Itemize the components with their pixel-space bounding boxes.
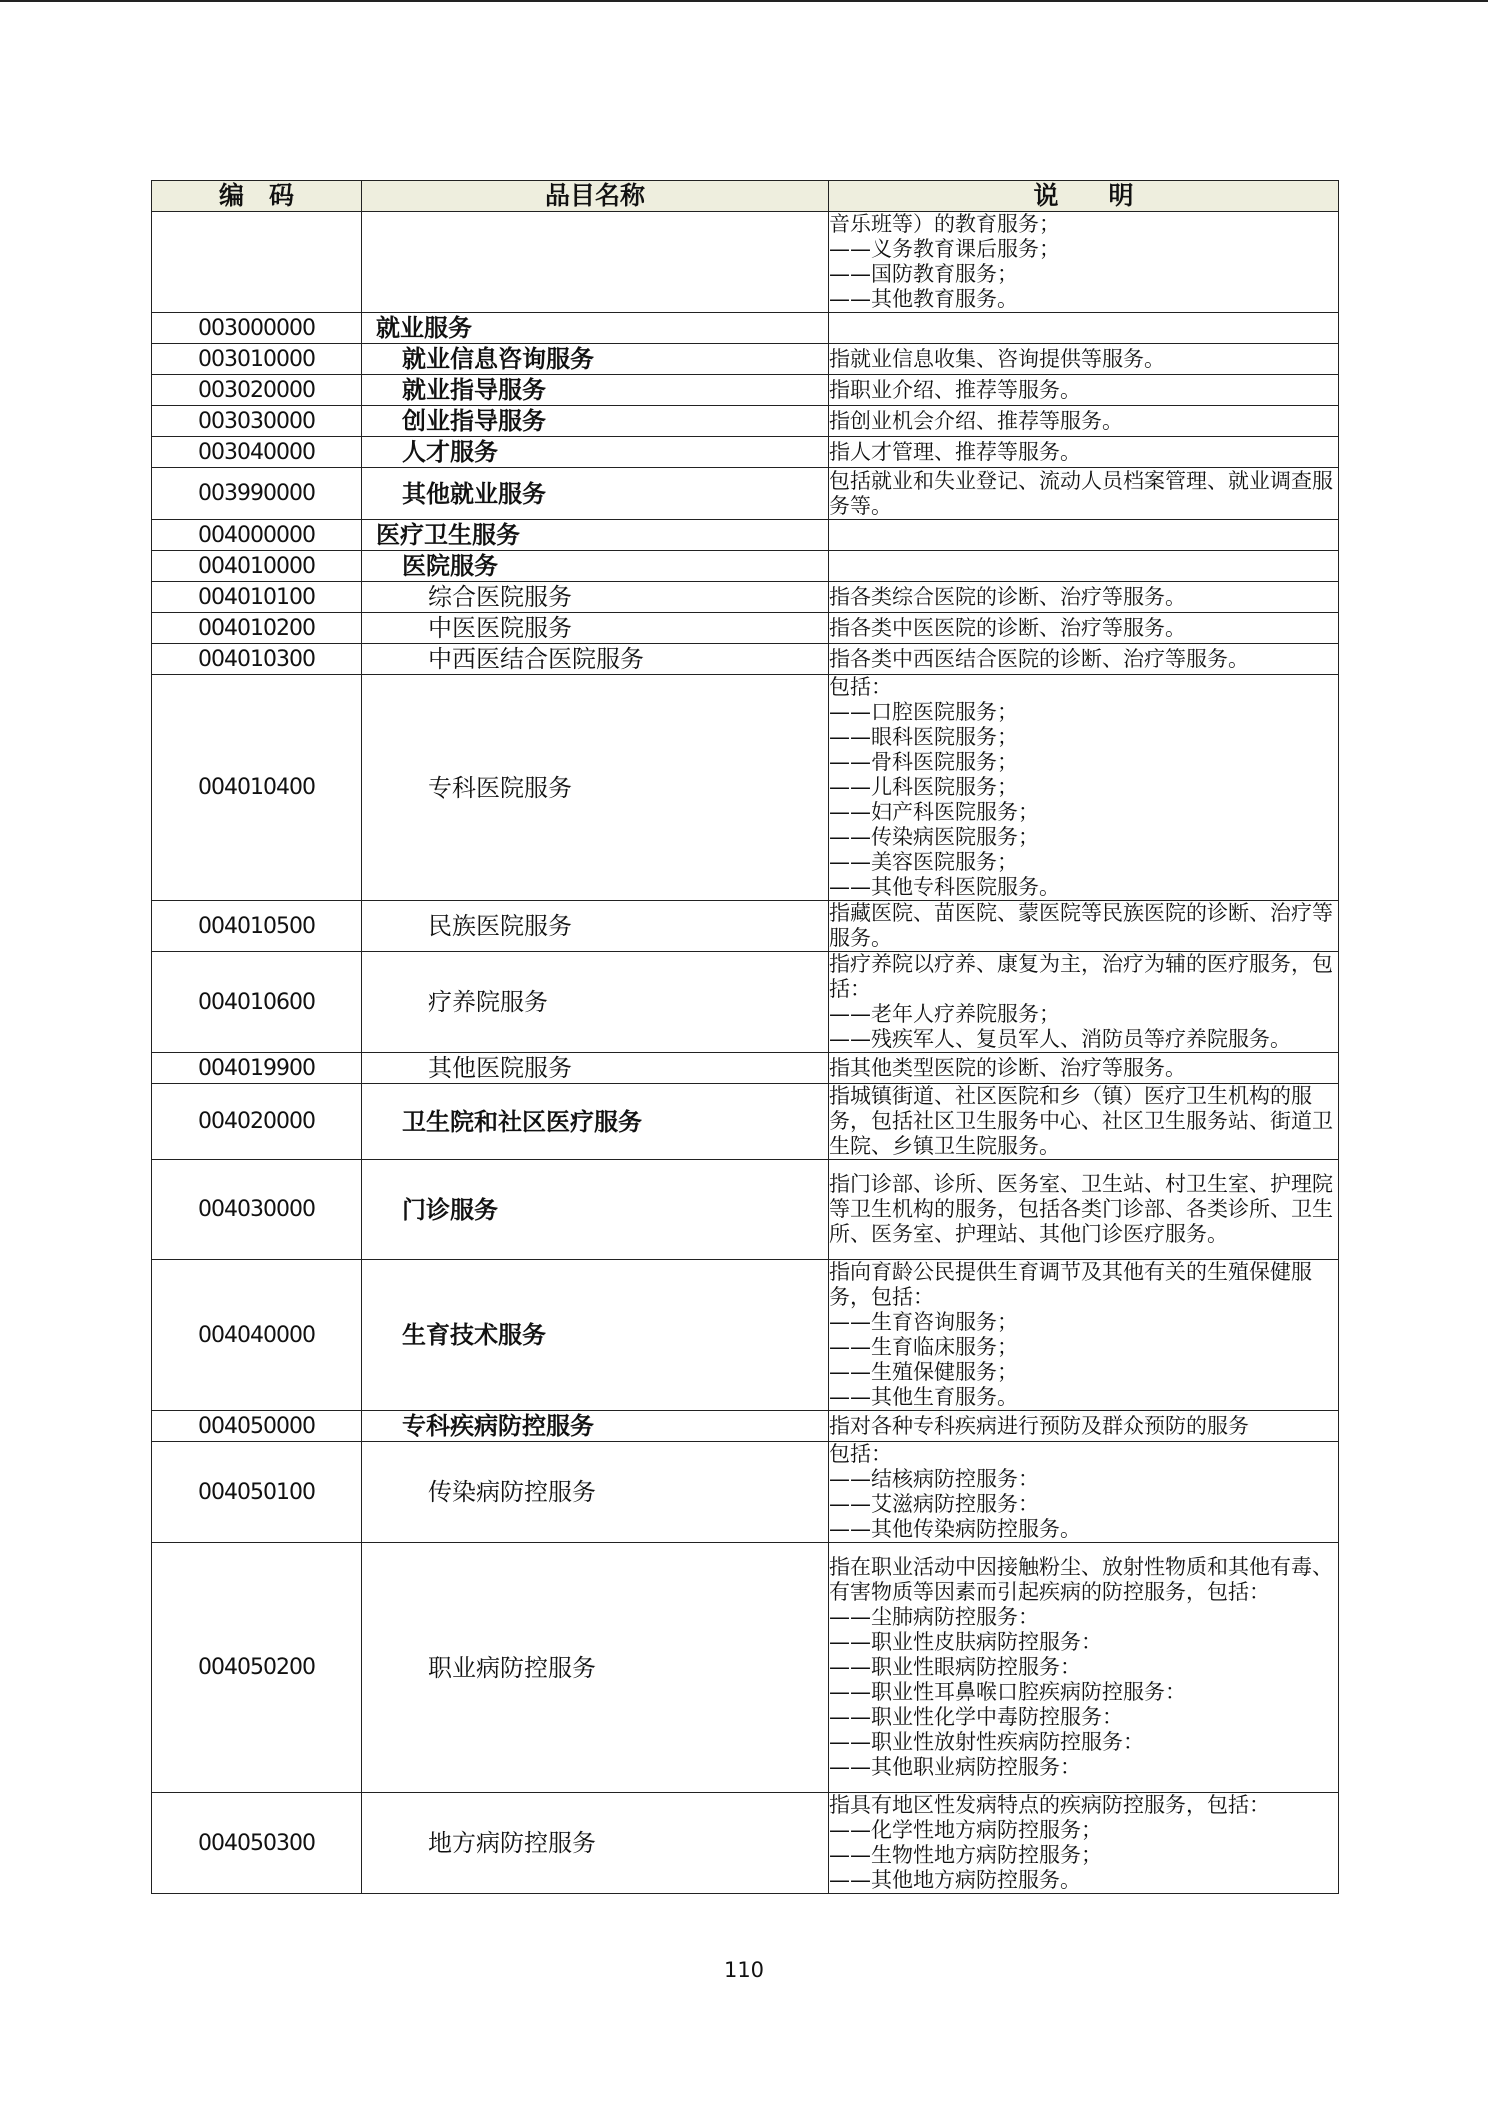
description-line: ——其他专科医院服务。 [829,875,1060,899]
catalog-table [151,180,1339,1894]
row-description [829,551,1339,582]
table-row [152,675,1339,901]
description-line: 指疗养院以疗养、康复为主，治疗为辅的医疗服务，包括： [829,952,1333,1001]
row-description [829,1260,1339,1411]
page-number: 110 [723,1958,765,1982]
table-row [152,1411,1339,1442]
row-description [829,375,1339,406]
row-code: 004020000 [152,1084,362,1160]
description-line: ——职业性眼病防控服务： [829,1655,1081,1679]
description-line: 指对各种专科疾病进行预防及群众预防的服务 [829,1413,1249,1438]
row-description [829,952,1339,1053]
description-line: 指就业信息收集、咨询提供等服务。 [829,346,1165,371]
table-row [152,437,1339,468]
description-line: ——国防教育服务； [829,262,1018,286]
description-line: 包括就业和失业登记、流动人员档案管理、就业调查服务等。 [829,468,1333,518]
row-item-name: 地方病防控服务 [362,1793,829,1894]
row-description [829,1053,1339,1084]
row-description [829,901,1339,952]
row-item-name: 疗养院服务 [362,952,829,1053]
table-row [152,952,1339,1053]
description-line: ——职业性化学中毒防控服务： [829,1705,1123,1729]
row-description [829,313,1339,344]
table-row [152,644,1339,675]
row-code: 003020000 [152,375,362,406]
description-line: ——义务教育课后服务； [829,237,1060,261]
row-item-name: 传染病防控服务 [362,1442,829,1543]
description-line: ——职业性耳鼻喉口腔疾病防控服务： [829,1680,1186,1704]
row-code: 004010000 [152,551,362,582]
description-line: ——生育临床服务； [829,1335,1018,1359]
row-code: 003030000 [152,406,362,437]
description-line: ——生育咨询服务； [829,1310,1018,1334]
table-header-row [152,181,1339,212]
row-item-name: 其他就业服务 [362,468,829,520]
row-item-name: 职业病防控服务 [362,1543,829,1793]
row-description [829,1411,1339,1442]
row-code [152,212,362,313]
description-line: 指各类中医医院的诊断、治疗等服务。 [829,615,1186,640]
row-description [829,437,1339,468]
row-item-name [362,212,829,313]
row-code: 004010500 [152,901,362,952]
row-description [829,468,1339,520]
row-description [829,582,1339,613]
table-row [152,1260,1339,1411]
description-line: ——其他地方病防控服务。 [829,1868,1081,1892]
row-item-name: 其他医院服务 [362,1053,829,1084]
description-line: 指城镇街道、社区医院和乡（镇）医疗卫生机构的服务，包括社区卫生服务中心、社区卫生服务站、街道卫生院、乡镇卫生院服务。 [829,1084,1333,1158]
description-line: ——艾滋病防控服务： [829,1492,1039,1516]
description-line: ——其他职业病防控服务： [829,1755,1081,1779]
row-item-name: 人才服务 [362,437,829,468]
description-line: 指各类中西医结合医院的诊断、治疗等服务。 [829,646,1249,671]
row-description [829,520,1339,551]
description-line: 指职业介绍、推荐等服务。 [829,377,1081,402]
row-item-name: 就业服务 [362,313,829,344]
row-code: 004050300 [152,1793,362,1894]
header-code: 编 码 [152,181,362,212]
row-description [829,344,1339,375]
description-line: ——骨科医院服务； [829,750,1018,774]
description-line: 指向育龄公民提供生育调节及其他有关的生殖保健服务，包括： [829,1260,1312,1309]
row-description [829,406,1339,437]
table-row [152,582,1339,613]
description-line: ——尘肺病防控服务： [829,1605,1039,1629]
row-code: 003010000 [152,344,362,375]
description-line: ——口腔医院服务； [829,700,1018,724]
row-item-name: 综合医院服务 [362,582,829,613]
row-description [829,1543,1339,1793]
table-row [152,613,1339,644]
description-line: ——生殖保健服务； [829,1360,1018,1384]
row-code: 004040000 [152,1260,362,1411]
description-line: ——结核病防控服务： [829,1467,1039,1491]
row-description [829,675,1339,901]
row-code: 003040000 [152,437,362,468]
row-code: 004050000 [152,1411,362,1442]
row-code: 004010400 [152,675,362,901]
description-line: ——生物性地方病防控服务； [829,1843,1102,1867]
description-line: ——职业性放射性疾病防控服务： [829,1730,1144,1754]
row-description [829,1793,1339,1894]
row-item-name: 就业信息咨询服务 [362,344,829,375]
description-line: 指在职业活动中因接触粉尘、放射性物质和其他有毒、有害物质等因素而引起疾病的防控服务，包括： [829,1555,1333,1604]
description-line: ——眼科医院服务； [829,725,1018,749]
table-row [152,212,1339,313]
row-code: 004010600 [152,952,362,1053]
table-row [152,344,1339,375]
description-line: 指门诊部、诊所、医务室、卫生站、村卫生室、护理院等卫生机构的服务，包括各类门诊部、各类诊所、卫生所、医务室、护理站、其他门诊医疗服务。 [829,1172,1333,1246]
row-item-name: 创业指导服务 [362,406,829,437]
table-row [152,901,1339,952]
description-line: ——传染病医院服务； [829,825,1039,849]
table-row [152,1442,1339,1543]
row-item-name: 卫生院和社区医疗服务 [362,1084,829,1160]
description-line: ——残疾军人、复员军人、消防员等疗养院服务。 [829,1027,1291,1051]
row-code: 003000000 [152,313,362,344]
description-line: ——职业性皮肤病防控服务： [829,1630,1102,1654]
top-border-line [0,0,1488,2]
row-code: 003990000 [152,468,362,520]
table-row [152,1543,1339,1793]
row-item-name: 医院服务 [362,551,829,582]
row-description [829,613,1339,644]
row-description [829,1160,1339,1260]
description-line: 指人才管理、推荐等服务。 [829,439,1081,464]
description-line: ——老年人疗养院服务； [829,1002,1060,1026]
table-row [152,468,1339,520]
table-row [152,551,1339,582]
row-code: 004010200 [152,613,362,644]
table-row [152,1793,1339,1894]
description-line: ——儿科医院服务； [829,775,1018,799]
table-row [152,406,1339,437]
row-code: 004030000 [152,1160,362,1260]
table-row [152,1160,1339,1260]
description-line: 包括： [829,1442,892,1466]
description-line: 指其他类型医院的诊断、治疗等服务。 [829,1055,1186,1080]
row-item-name: 中西医结合医院服务 [362,644,829,675]
row-code: 004010300 [152,644,362,675]
description-line: ——化学性地方病防控服务； [829,1818,1102,1842]
row-code: 004050200 [152,1543,362,1793]
table-row [152,1084,1339,1160]
row-code: 004050100 [152,1442,362,1543]
table-row [152,313,1339,344]
description-line: 指各类综合医院的诊断、治疗等服务。 [829,584,1186,609]
header-description: 说 明 [829,181,1339,212]
table-row [152,1053,1339,1084]
row-code: 004019900 [152,1053,362,1084]
description-line: ——美容医院服务； [829,850,1018,874]
description-line: 音乐班等）的教育服务； [829,212,1060,236]
row-item-name: 生育技术服务 [362,1260,829,1411]
row-description [829,212,1339,313]
header-item-name: 品目名称 [362,181,829,212]
row-item-name: 门诊服务 [362,1160,829,1260]
description-line: ——其他传染病防控服务。 [829,1517,1081,1541]
row-item-name: 医疗卫生服务 [362,520,829,551]
description-line: 指藏医院、苗医院、蒙医院等民族医院的诊断、治疗等服务。 [829,901,1333,950]
row-item-name: 中医医院服务 [362,613,829,644]
row-code: 004000000 [152,520,362,551]
row-item-name: 专科医院服务 [362,675,829,901]
description-line: ——妇产科医院服务； [829,800,1039,824]
row-code: 004010100 [152,582,362,613]
description-line: ——其他教育服务。 [829,287,1018,311]
table-body [152,212,1339,1894]
table-row [152,375,1339,406]
row-item-name: 就业指导服务 [362,375,829,406]
description-line: 指具有地区性发病特点的疾病防控服务，包括： [829,1793,1270,1817]
row-description [829,644,1339,675]
description-line: 包括： [829,675,892,699]
description-line: 指创业机会介绍、推荐等服务。 [829,408,1123,433]
row-description [829,1442,1339,1543]
table-row [152,520,1339,551]
row-item-name: 民族医院服务 [362,901,829,952]
row-description [829,1084,1339,1160]
row-item-name: 专科疾病防控服务 [362,1411,829,1442]
description-line: ——其他生育服务。 [829,1385,1018,1409]
